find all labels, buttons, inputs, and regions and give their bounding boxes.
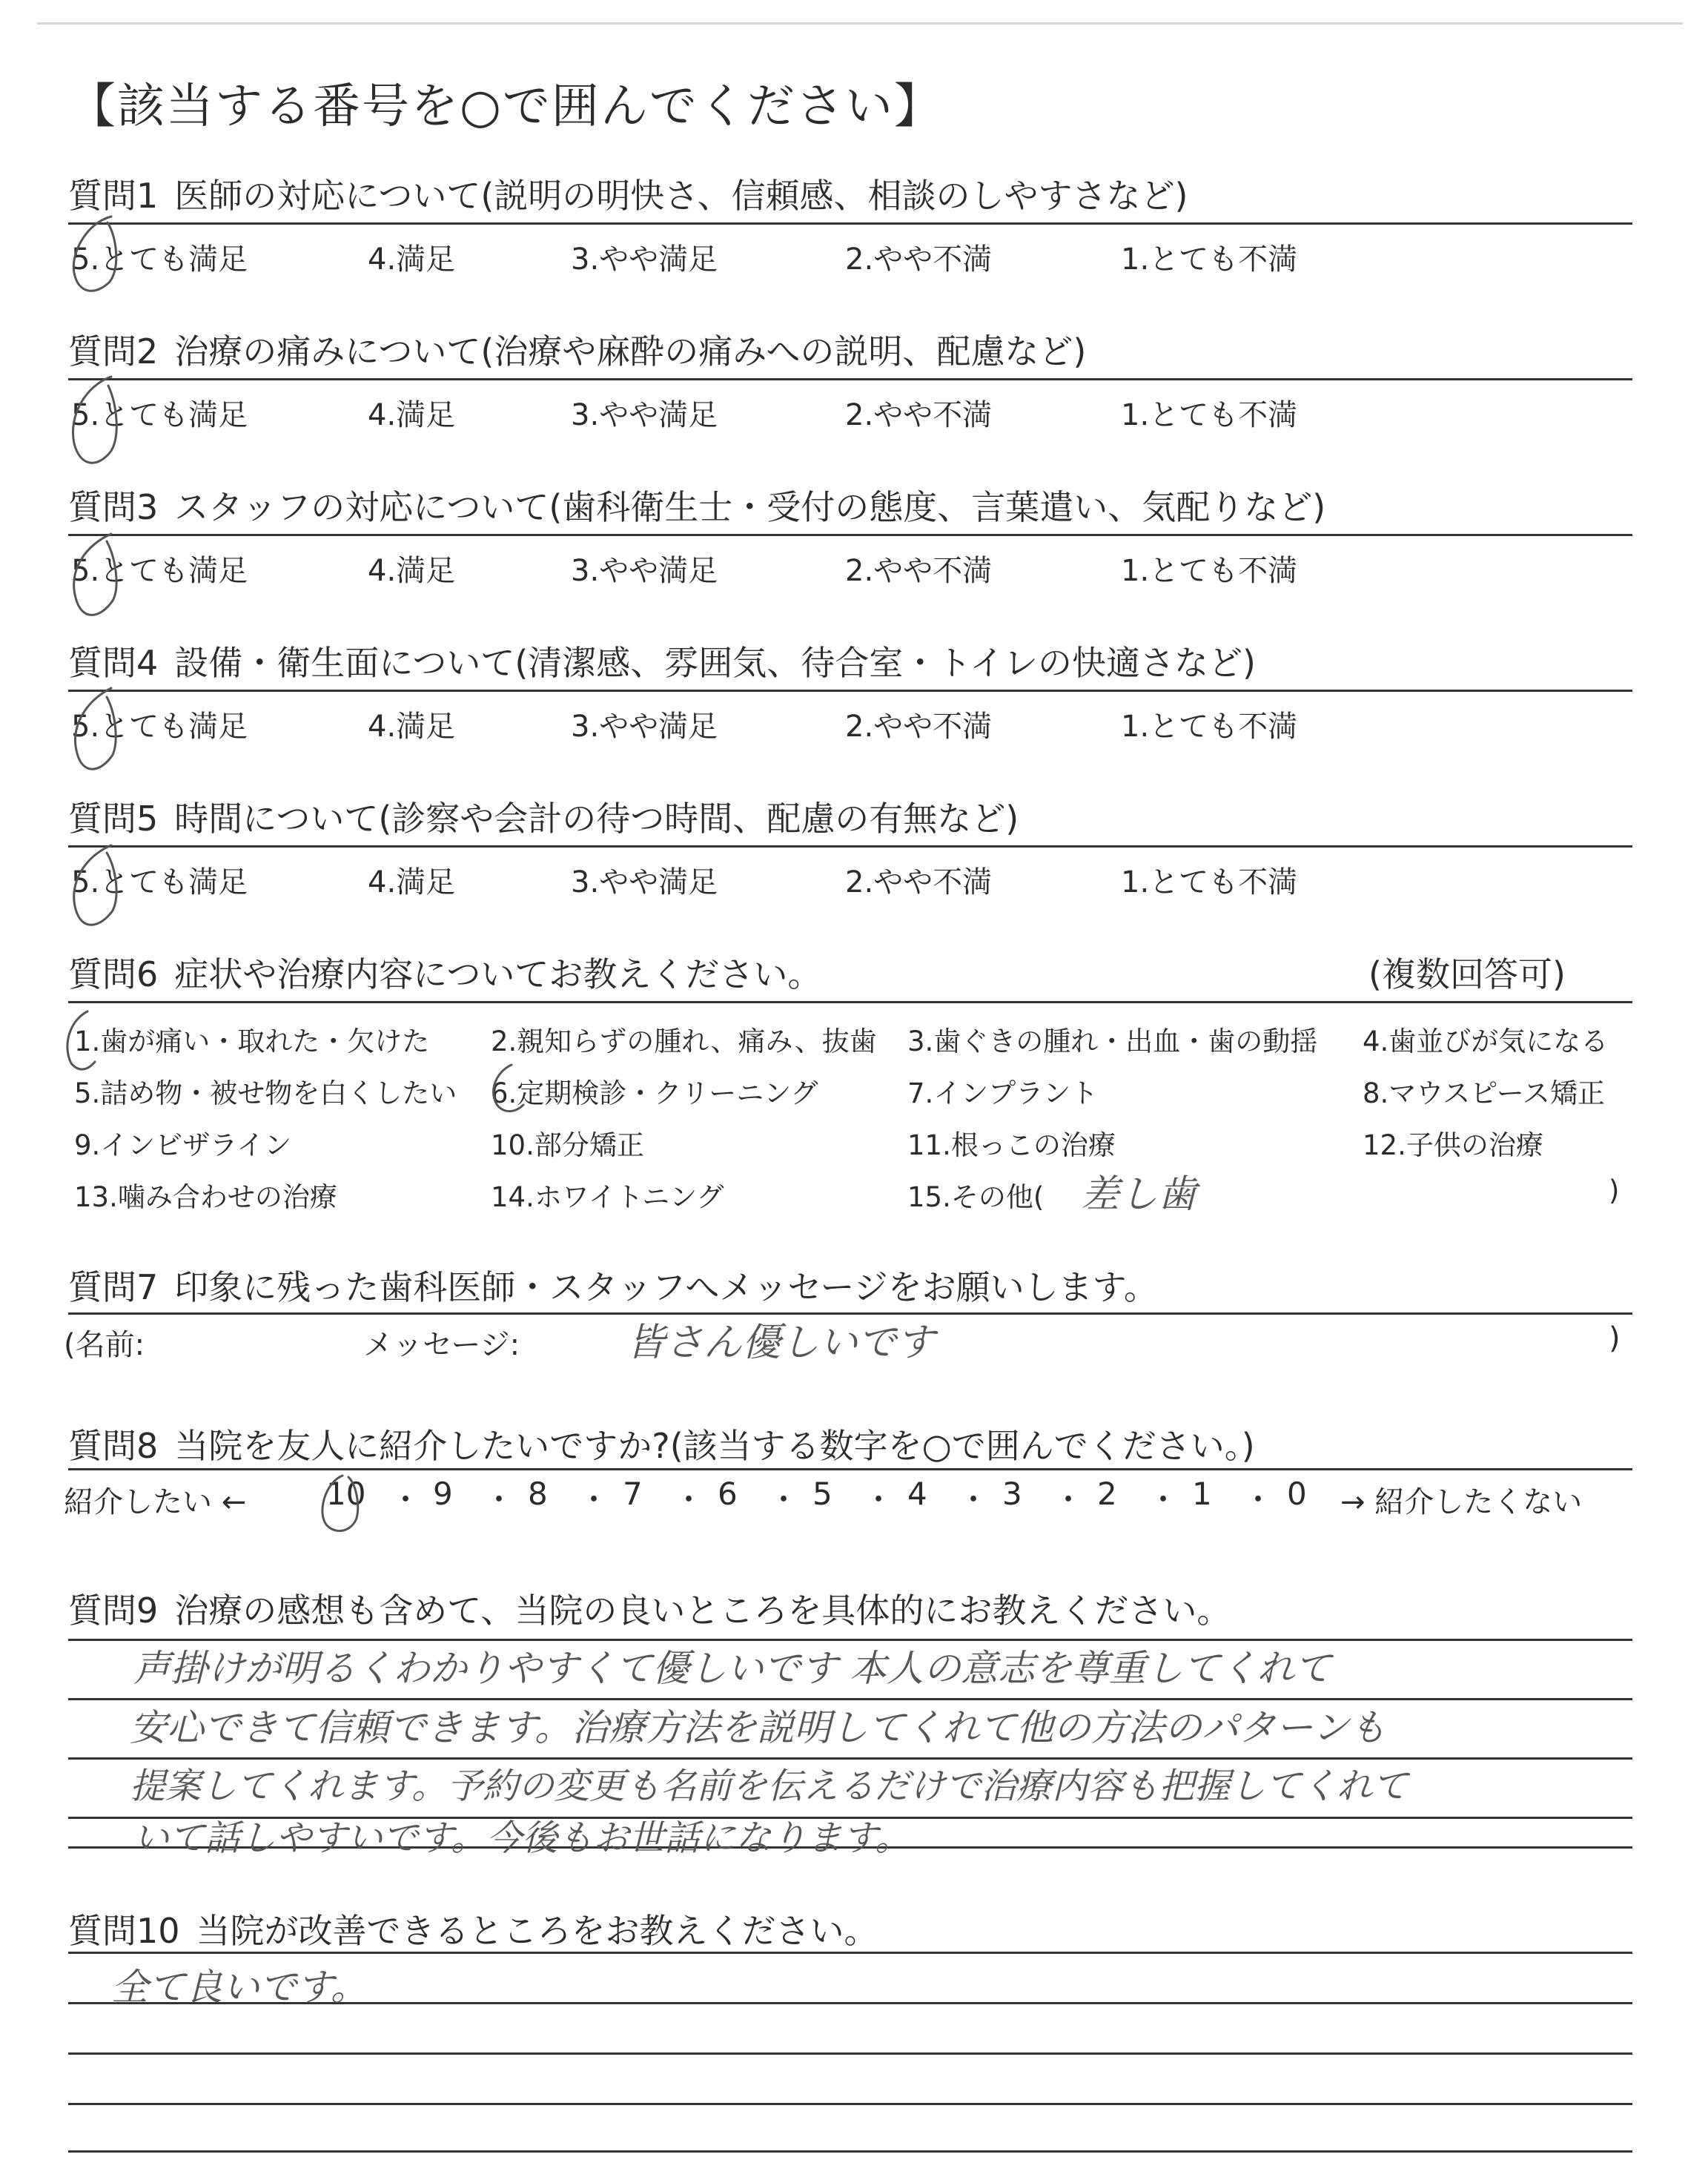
scale-10[interactable]: 10 bbox=[326, 1476, 366, 1512]
q7-name-label: (名前: bbox=[64, 1328, 145, 1362]
question-10 bbox=[68, 1904, 878, 1953]
q6-option-2[interactable]: 2.親知らずの腫れ、痛み、抜歯 bbox=[491, 1025, 877, 1057]
scale-dot: ・ bbox=[1053, 1482, 1085, 1518]
q7-message-label: メッセージ: bbox=[363, 1328, 520, 1362]
scale-dot: ・ bbox=[578, 1482, 610, 1518]
top-border bbox=[37, 22, 1683, 24]
question-text: 時間について(診察や会計の待つ時間、配慮の有無など) bbox=[174, 799, 1019, 839]
question-number: 質問8 bbox=[68, 1426, 159, 1466]
q8-right-label: → 紹介したくない bbox=[1340, 1485, 1583, 1519]
option-5[interactable]: 5.とても満足 bbox=[71, 710, 248, 744]
question-text: 治療の痛みについて(治療や麻酔の痛みへの説明、配慮など) bbox=[174, 331, 1087, 371]
question-number: 質問5 bbox=[68, 799, 159, 839]
question-4 bbox=[68, 636, 1256, 685]
q6-option-5[interactable]: 5.詰め物・被せ物を白くしたい bbox=[74, 1077, 457, 1109]
question-8 bbox=[68, 1419, 1255, 1468]
q6-option-7[interactable]: 7.インプラント bbox=[907, 1077, 1099, 1109]
scale-0[interactable]: 0 bbox=[1287, 1476, 1307, 1512]
option-5[interactable]: 5.とても満足 bbox=[71, 554, 248, 588]
scale-6[interactable]: 6 bbox=[718, 1476, 738, 1512]
question-7 bbox=[68, 1261, 1158, 1309]
q6-other-close: ) bbox=[1609, 1175, 1620, 1206]
divider bbox=[68, 845, 1632, 848]
q6-option-4[interactable]: 4.歯並びが気になる bbox=[1363, 1025, 1609, 1057]
option-2[interactable]: 2.やや不満 bbox=[845, 554, 993, 588]
option-2[interactable]: 2.やや不満 bbox=[845, 242, 993, 277]
scale-dot: ・ bbox=[483, 1482, 515, 1518]
scale-9[interactable]: 9 bbox=[433, 1476, 453, 1512]
option-3[interactable]: 3.やや満足 bbox=[571, 865, 718, 899]
scale-dot: ・ bbox=[673, 1482, 705, 1518]
option-5[interactable]: 5.とても満足 bbox=[71, 398, 248, 432]
question-text: 医師の対応について(説明の明快さ、信頼感、相談のしやすさなど) bbox=[174, 176, 1188, 216]
option-3[interactable]: 3.やや満足 bbox=[571, 242, 718, 277]
question-text: スタッフの対応について(歯科衛生士・受付の態度、言葉遣い、気配りなど) bbox=[174, 487, 1326, 527]
q7-close: ) bbox=[1609, 1321, 1621, 1355]
divider bbox=[68, 690, 1632, 692]
option-4[interactable]: 4.満足 bbox=[368, 242, 456, 277]
answer-line bbox=[68, 2103, 1632, 2105]
divider bbox=[68, 222, 1632, 225]
question-1 bbox=[68, 169, 1188, 218]
question-number: 質問4 bbox=[68, 643, 159, 683]
q9-answer-line-4: いて話しやすいです。今後もお世話になります。 bbox=[133, 1817, 911, 1859]
option-5[interactable]: 5.とても満足 bbox=[71, 865, 248, 899]
question-3 bbox=[68, 480, 1325, 529]
scale-dot: ・ bbox=[1148, 1482, 1179, 1518]
question-text: 印象に残った歯科医師・スタッフへメッセージをお願いします。 bbox=[174, 1267, 1158, 1307]
question-number: 質問6 bbox=[68, 954, 159, 994]
divider bbox=[68, 1001, 1632, 1003]
scale-1[interactable]: 1 bbox=[1192, 1476, 1212, 1512]
option-1[interactable]: 1.とても不満 bbox=[1121, 865, 1298, 899]
q6-option-3[interactable]: 3.歯ぐきの腫れ・出血・歯の動揺 bbox=[907, 1025, 1318, 1057]
divider bbox=[68, 534, 1632, 536]
scale-4[interactable]: 4 bbox=[907, 1476, 927, 1512]
option-4[interactable]: 4.満足 bbox=[368, 554, 456, 588]
question-number: 質問1 bbox=[68, 176, 159, 216]
option-1[interactable]: 1.とても不満 bbox=[1121, 242, 1298, 277]
option-2[interactable]: 2.やや不満 bbox=[845, 398, 993, 432]
question-text: 当院を友人に紹介したいですか?(該当する数字を○で囲んでください。) bbox=[174, 1426, 1255, 1466]
q6-option-10[interactable]: 10.部分矯正 bbox=[491, 1129, 644, 1161]
option-3[interactable]: 3.やや満足 bbox=[571, 710, 718, 744]
q8-left-label: 紹介したい ← bbox=[64, 1485, 247, 1519]
q7-message-handwritten: 皆さん優しいです bbox=[626, 1321, 936, 1365]
option-1[interactable]: 1.とても不満 bbox=[1121, 554, 1298, 588]
question-6 bbox=[68, 948, 821, 997]
question-text: 症状や治療内容についてお教えください。 bbox=[174, 954, 822, 994]
question-number: 質問3 bbox=[68, 487, 159, 527]
q6-option-9[interactable]: 9.インビザライン bbox=[74, 1129, 292, 1161]
q10-answer: 全て良いです。 bbox=[111, 1966, 368, 2009]
q6-option-8[interactable]: 8.マウスピース矯正 bbox=[1363, 1077, 1605, 1109]
answer-line bbox=[68, 2052, 1632, 2055]
q6-option-13[interactable]: 13.噛み合わせの治療 bbox=[74, 1181, 337, 1213]
question-text: 当院が改善できるところをお教えください。 bbox=[196, 1911, 878, 1951]
scale-dot: ・ bbox=[1242, 1482, 1274, 1518]
scale-dot: ・ bbox=[863, 1482, 895, 1518]
question-number: 質問7 bbox=[68, 1267, 159, 1307]
option-2[interactable]: 2.やや不満 bbox=[845, 710, 993, 744]
question-number: 質問2 bbox=[68, 331, 159, 371]
question-text: 設備・衛生面について(清潔感、雰囲気、待合室・トイレの快適さなど) bbox=[174, 643, 1256, 683]
option-2[interactable]: 2.やや不満 bbox=[845, 865, 993, 899]
q6-option-15[interactable]: 15.その他( bbox=[907, 1181, 1045, 1213]
q9-answer-line-3: 提案してくれます。予約の変更も名前を伝えるだけで治療内容も把握してくれて bbox=[130, 1766, 1409, 1807]
multiple-answer-note: (複数回答可) bbox=[1368, 954, 1566, 994]
q6-option-14[interactable]: 14.ホワイトニング bbox=[491, 1181, 724, 1213]
scale-dot: ・ bbox=[958, 1482, 990, 1518]
question-5 bbox=[68, 792, 1019, 841]
scale-7[interactable]: 7 bbox=[623, 1476, 643, 1512]
option-4[interactable]: 4.満足 bbox=[368, 710, 456, 744]
question-number: 質問9 bbox=[68, 1591, 159, 1631]
question-text: 治療の感想も含めて、当院の良いところを具体的にお教えください。 bbox=[174, 1591, 1231, 1631]
scale-3[interactable]: 3 bbox=[1002, 1476, 1022, 1512]
scale-dot: ・ bbox=[390, 1482, 422, 1518]
option-4[interactable]: 4.満足 bbox=[368, 865, 456, 899]
instruction-header: 【該当する番号を○で囲んでください】 bbox=[68, 79, 943, 134]
question-9 bbox=[68, 1584, 1231, 1633]
option-3[interactable]: 3.やや満足 bbox=[571, 398, 718, 432]
answer-line bbox=[68, 1952, 1632, 1954]
q6-option-11[interactable]: 11.根っこの治療 bbox=[907, 1129, 1116, 1161]
answer-line bbox=[68, 2150, 1632, 2153]
q6-option-6[interactable]: 6.定期検診・クリーニング bbox=[491, 1077, 818, 1109]
q6-option-1[interactable]: 1.歯が痛い・取れた・欠けた bbox=[74, 1025, 430, 1057]
question-2 bbox=[68, 325, 1086, 374]
q9-answer-line-1: 声掛けが明るくわかりやすくて優しいです 本人の意志を尊重してくれて bbox=[133, 1647, 1331, 1690]
q9-answer-line-2: 安心できて信頼できます。治療方法を説明してくれて他の方法のパターンも bbox=[130, 1706, 1386, 1749]
option-4[interactable]: 4.満足 bbox=[368, 398, 456, 432]
scale-dot: ・ bbox=[768, 1482, 800, 1518]
option-5[interactable]: 5.とても満足 bbox=[71, 242, 248, 277]
scale-8[interactable]: 8 bbox=[528, 1476, 548, 1512]
scale-5[interactable]: 5 bbox=[812, 1476, 833, 1512]
scale-2[interactable]: 2 bbox=[1097, 1476, 1117, 1512]
divider bbox=[68, 378, 1632, 380]
option-1[interactable]: 1.とても不満 bbox=[1121, 710, 1298, 744]
q6-option-12[interactable]: 12.子供の治療 bbox=[1363, 1129, 1543, 1161]
divider bbox=[68, 1468, 1632, 1470]
option-3[interactable]: 3.やや満足 bbox=[571, 554, 718, 588]
q6-other-handwritten: 差し歯 bbox=[1081, 1172, 1197, 1217]
question-number: 質問10 bbox=[68, 1911, 180, 1951]
option-1[interactable]: 1.とても不満 bbox=[1121, 398, 1298, 432]
